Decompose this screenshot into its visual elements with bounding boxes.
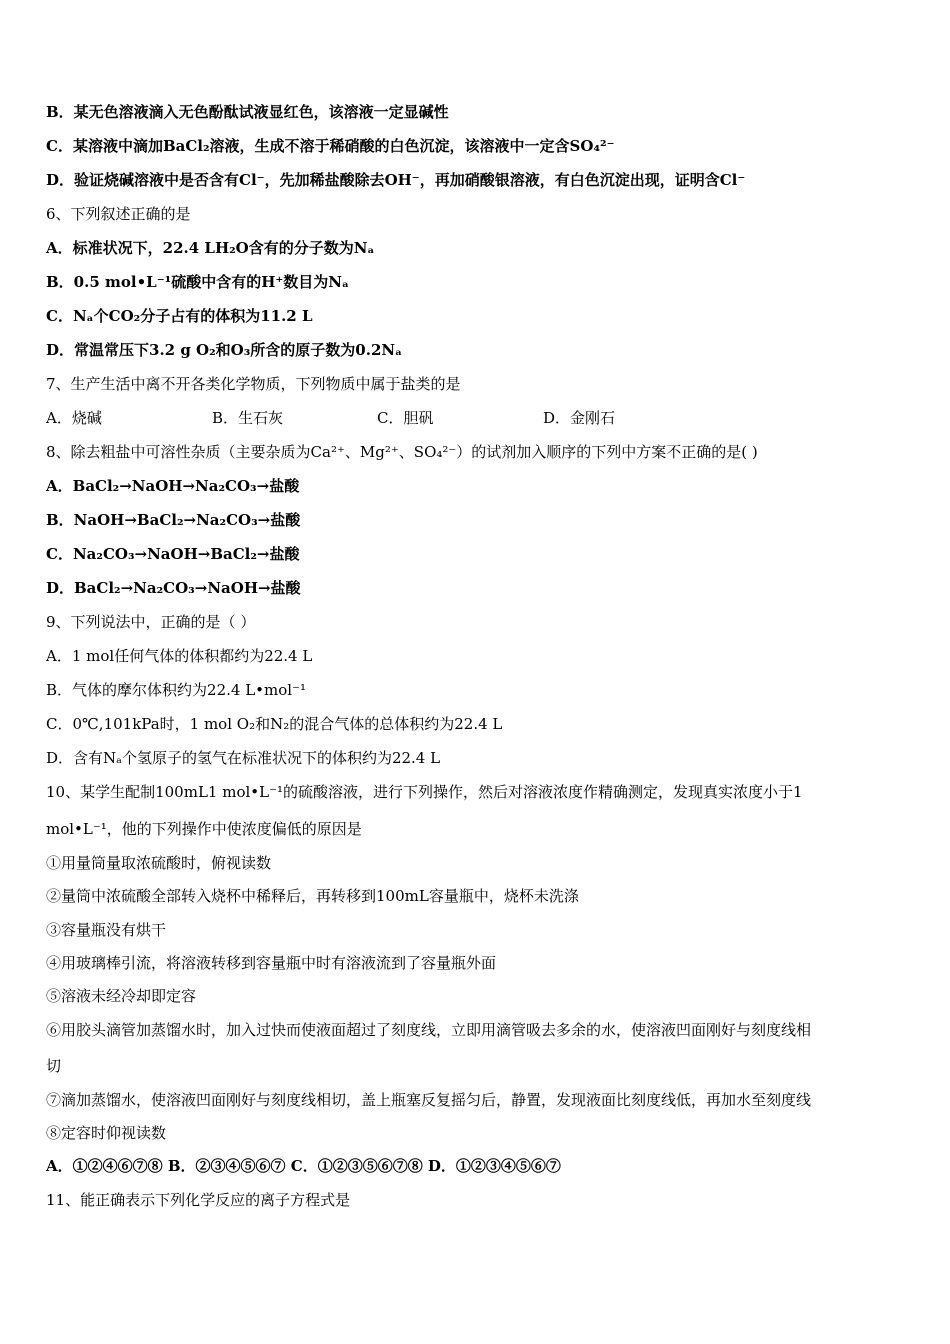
q10-item-7: ⑦滴加蒸馏水，使溶液凹面刚好与刻度线相切，盖上瓶塞反复摇匀后，静置，发现液面比刻度线低，再加水至刻度线 [46, 1091, 812, 1109]
q7-option-d: D．金刚石 [543, 409, 616, 427]
q7-option-a: A．烧碱 [46, 409, 102, 427]
q10-item-1: ①用量筒量取浓硫酸时，俯视读数 [46, 854, 272, 872]
q6-option-d: D．常温常压下3.2 g O₂和O₃所含的原子数为0.2Nₐ [46, 341, 403, 359]
q6-option-c: C．Nₐ个CO₂分子占有的体积为11.2 L [46, 307, 313, 325]
q6-option-a: A．标准状况下，22.4 LH₂O含有的分子数为Nₐ [46, 239, 375, 257]
q10-stem-line1: 10、某学生配制100mL1 mol•L⁻¹的硫酸溶液，进行下列操作，然后对溶液浓度作精确测定，发现真实浓度小于1 [46, 783, 803, 801]
q5-option-b: B．某无色溶液滴入无色酚酞试液显红色，该溶液一定显碱性 [46, 103, 449, 121]
q7-stem: 7、生产生活中离不开各类化学物质，下列物质中属于盐类的是 [46, 375, 461, 393]
q10-options: A．①②④⑥⑦⑧ B．②③④⑤⑥⑦ C．①②③⑤⑥⑦⑧ D．①②③④⑤⑥⑦ [46, 1157, 561, 1175]
q5-option-c: C．某溶液中滴加BaCl₂溶液，生成不溶于稀硝酸的白色沉淀，该溶液中一定含SO₄²⁻ [46, 137, 615, 155]
q9-option-a: A．1 mol任何气体的体积都约为22.4 L [46, 647, 313, 665]
q8-option-b: B．NaOH→BaCl₂→Na₂CO₃→盐酸 [46, 511, 301, 529]
q10-item-5: ⑤溶液未经冷却即定容 [46, 987, 197, 1005]
q11-stem: 11、能正确表示下列化学反应的离子方程式是 [46, 1191, 351, 1209]
q8-option-c: C．Na₂CO₃→NaOH→BaCl₂→盐酸 [46, 545, 300, 563]
q10-stem-line2: mol•L⁻¹，他的下列操作中使浓度偏低的原因是 [46, 820, 362, 838]
q10-item-2: ②量筒中浓硫酸全部转入烧杯中稀释后，再转移到100mL容量瓶中，烧杯未洗涤 [46, 887, 579, 905]
q7-option-b: B．生石灰 [212, 409, 284, 427]
q6-option-b: B．0.5 mol•L⁻¹硫酸中含有的H⁺数目为Nₐ [46, 273, 349, 291]
q10-item-6-cont: 切 [46, 1057, 62, 1075]
q10-item-3: ③容量瓶没有烘干 [46, 921, 167, 939]
q8-option-d: D．BaCl₂→Na₂CO₃→NaOH→盐酸 [46, 579, 301, 597]
q8-stem: 8、除去粗盐中可溶性杂质（主要杂质为Ca²⁺、Mg²⁺、SO₄²⁻）的试剂加入顺序的下列中方案不正确的是( ) [46, 443, 758, 461]
q5-option-d: D．验证烧碱溶液中是否含有Cl⁻，先加稀盐酸除去OH⁻，再加硝酸银溶液，有白色沉淀出现，证明含Cl⁻ [46, 171, 746, 189]
q6-stem: 6、下列叙述正确的是 [46, 205, 191, 223]
q10-item-6: ⑥用胶头滴管加蒸馏水时，加入过快而使液面超过了刻度线，立即用滴管吸去多余的水，使溶液凹面刚好与刻度线相 [46, 1021, 812, 1039]
q9-stem: 9、下列说法中，正确的是（ ） [46, 613, 256, 631]
q9-option-c: C．0℃,101kPa时，1 mol O₂和N₂的混合气体的总体积约为22.4 L [46, 715, 503, 733]
q10-item-4: ④用玻璃棒引流，将溶液转移到容量瓶中时有溶液流到了容量瓶外面 [46, 954, 497, 972]
q8-option-a: A．BaCl₂→NaOH→Na₂CO₃→盐酸 [46, 477, 300, 495]
q10-item-8: ⑧定容时仰视读数 [46, 1124, 167, 1142]
q9-option-b: B．气体的摩尔体积约为22.4 L•mol⁻¹ [46, 681, 306, 699]
q9-option-d: D．含有Nₐ个氢原子的氢气在标准状况下的体积约为22.4 L [46, 749, 441, 767]
q7-option-c: C．胆矾 [377, 409, 434, 427]
